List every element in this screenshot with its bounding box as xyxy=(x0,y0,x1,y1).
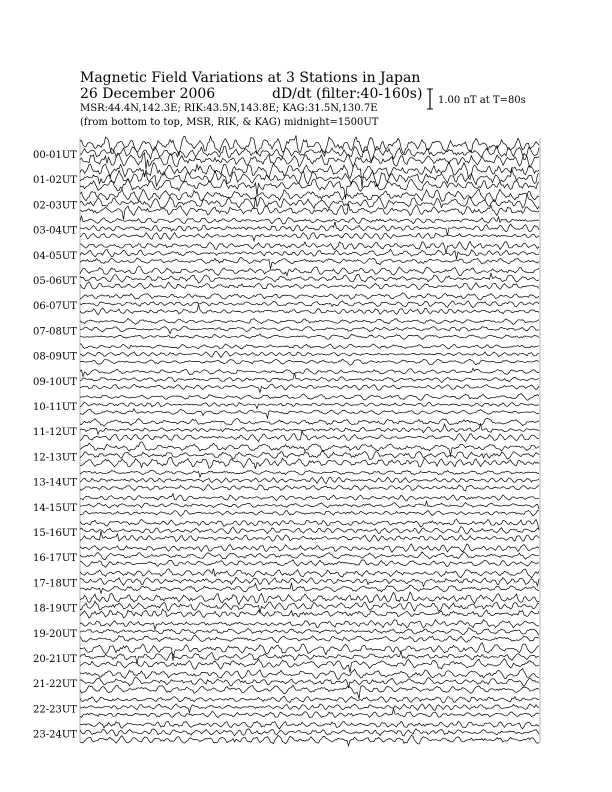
trace-msr-hour-5 xyxy=(80,282,539,290)
hour-label: 21-22UT xyxy=(33,679,77,691)
trace-msr-hour-17 xyxy=(80,583,539,594)
filter-label: dD/dt (filter:40-160s) xyxy=(272,86,423,102)
hour-label: 07-08UT xyxy=(33,326,77,338)
trace-kag-hour-23 xyxy=(80,721,539,729)
trace-rik-hour-9 xyxy=(80,373,539,382)
trace-rik-hour-12 xyxy=(80,450,539,459)
hour-label: 12-13UT xyxy=(33,452,77,464)
trace-msr-hour-20 xyxy=(80,659,539,673)
trace-kag-hour-4 xyxy=(80,241,539,253)
trace-msr-hour-15 xyxy=(80,531,539,542)
trace-rik-hour-19 xyxy=(80,628,539,636)
trace-kag-hour-10 xyxy=(80,394,539,401)
hour-label: 15-16UT xyxy=(33,528,77,539)
trace-rik-hour-4 xyxy=(80,249,539,259)
trace-msr-hour-18 xyxy=(80,609,539,618)
trace-rik-hour-13 xyxy=(80,477,539,484)
trace-msr-hour-3 xyxy=(80,233,539,241)
trace-kag-hour-0 xyxy=(80,135,539,155)
trace-rik-hour-21 xyxy=(80,677,539,688)
trace-kag-hour-16 xyxy=(80,544,539,553)
hour-label: 17-18UT xyxy=(33,578,77,590)
trace-rik-hour-23 xyxy=(80,729,539,736)
trace-kag-hour-3 xyxy=(80,216,539,224)
trace-kag-hour-5 xyxy=(80,266,539,276)
hour-label: 08-09UT xyxy=(33,351,77,363)
trace-rik-hour-2 xyxy=(80,194,539,209)
hour-label: 02-03UT xyxy=(33,200,77,212)
trace-rik-hour-22 xyxy=(80,704,539,713)
hour-label: 22-23UT xyxy=(33,704,77,716)
trace-rik-hour-14 xyxy=(80,501,539,509)
hour-label: 05-06UT xyxy=(33,276,77,287)
hour-label: 04-05UT xyxy=(33,250,77,262)
chart-title: Magnetic Field Variations at 3 Stations in Japan xyxy=(80,70,421,86)
hour-label: 03-04UT xyxy=(33,225,77,237)
hour-label: 09-10UT xyxy=(33,376,77,388)
trace-kag-hour-22 xyxy=(80,696,539,703)
trace-msr-hour-23 xyxy=(80,735,539,746)
trace-kag-hour-14 xyxy=(80,494,539,501)
hour-label: 18-19UT xyxy=(33,603,77,615)
trace-msr-hour-4 xyxy=(80,258,539,269)
trace-order-note: (from bottom to top, MSR, RIK, & KAG) midnight=1500UT xyxy=(80,117,379,128)
trace-kag-hour-12 xyxy=(80,442,539,456)
hour-label: 14-15UT xyxy=(33,502,77,514)
trace-msr-hour-11 xyxy=(80,431,539,442)
trace-msr-hour-9 xyxy=(80,384,539,393)
trace-rik-hour-5 xyxy=(80,273,539,283)
trace-msr-hour-14 xyxy=(80,510,539,516)
hour-label: 20-21UT xyxy=(33,654,77,665)
trace-msr-hour-6 xyxy=(80,305,539,315)
trace-rik-hour-15 xyxy=(80,527,539,534)
trace-kag-hour-9 xyxy=(80,368,539,376)
trace-msr-hour-16 xyxy=(80,560,539,568)
trace-rik-hour-16 xyxy=(80,552,539,560)
trace-kag-hour-17 xyxy=(80,569,539,578)
scale-bar-label: 1.00 nT at T=80s xyxy=(438,95,526,106)
trace-msr-hour-7 xyxy=(80,334,539,340)
trace-msr-hour-8 xyxy=(80,359,539,365)
trace-kag-hour-8 xyxy=(80,344,539,349)
trace-rik-hour-18 xyxy=(80,601,539,612)
trace-kag-hour-18 xyxy=(80,592,539,605)
trace-kag-hour-11 xyxy=(80,419,539,427)
trace-rik-hour-3 xyxy=(80,222,539,236)
trace-rik-hour-11 xyxy=(80,424,539,435)
trace-msr-hour-0 xyxy=(80,153,539,169)
trace-rik-hour-17 xyxy=(80,577,539,586)
trace-msr-hour-22 xyxy=(80,709,539,718)
hour-label: 19-20UT xyxy=(33,628,77,640)
trace-msr-hour-19 xyxy=(80,635,539,643)
trace-msr-hour-13 xyxy=(80,485,539,491)
hour-label: 16-17UT xyxy=(33,553,77,565)
trace-rik-hour-8 xyxy=(80,351,539,357)
trace-kag-hour-2 xyxy=(80,189,539,202)
trace-kag-hour-6 xyxy=(80,293,539,300)
hour-label: 23-24UT xyxy=(33,729,77,741)
trace-rik-hour-10 xyxy=(80,402,539,408)
hour-label: 11-12UT xyxy=(33,427,77,439)
hour-label: 06-07UT xyxy=(33,301,77,313)
station-coordinates: MSR:44.4N,142.3E; RIK:43.5N,143.8E; KAG:31.5N,130.7E xyxy=(80,103,378,114)
trace-kag-hour-13 xyxy=(80,470,539,477)
hour-label: 13-14UT xyxy=(33,477,77,489)
hour-label: 10-11UT xyxy=(33,402,77,413)
trace-msr-hour-10 xyxy=(80,409,539,419)
chart-date: 26 December 2006 xyxy=(80,86,216,102)
trace-rik-hour-7 xyxy=(80,326,539,333)
trace-msr-hour-21 xyxy=(80,685,539,699)
trace-msr-hour-12 xyxy=(80,457,539,469)
trace-rik-hour-6 xyxy=(80,301,539,308)
hour-label: 00-01UT xyxy=(33,150,77,161)
trace-kag-hour-21 xyxy=(80,669,539,680)
trace-kag-hour-7 xyxy=(80,319,539,325)
trace-msr-hour-2 xyxy=(80,204,539,220)
hour-label: 01-02UT xyxy=(33,175,77,187)
